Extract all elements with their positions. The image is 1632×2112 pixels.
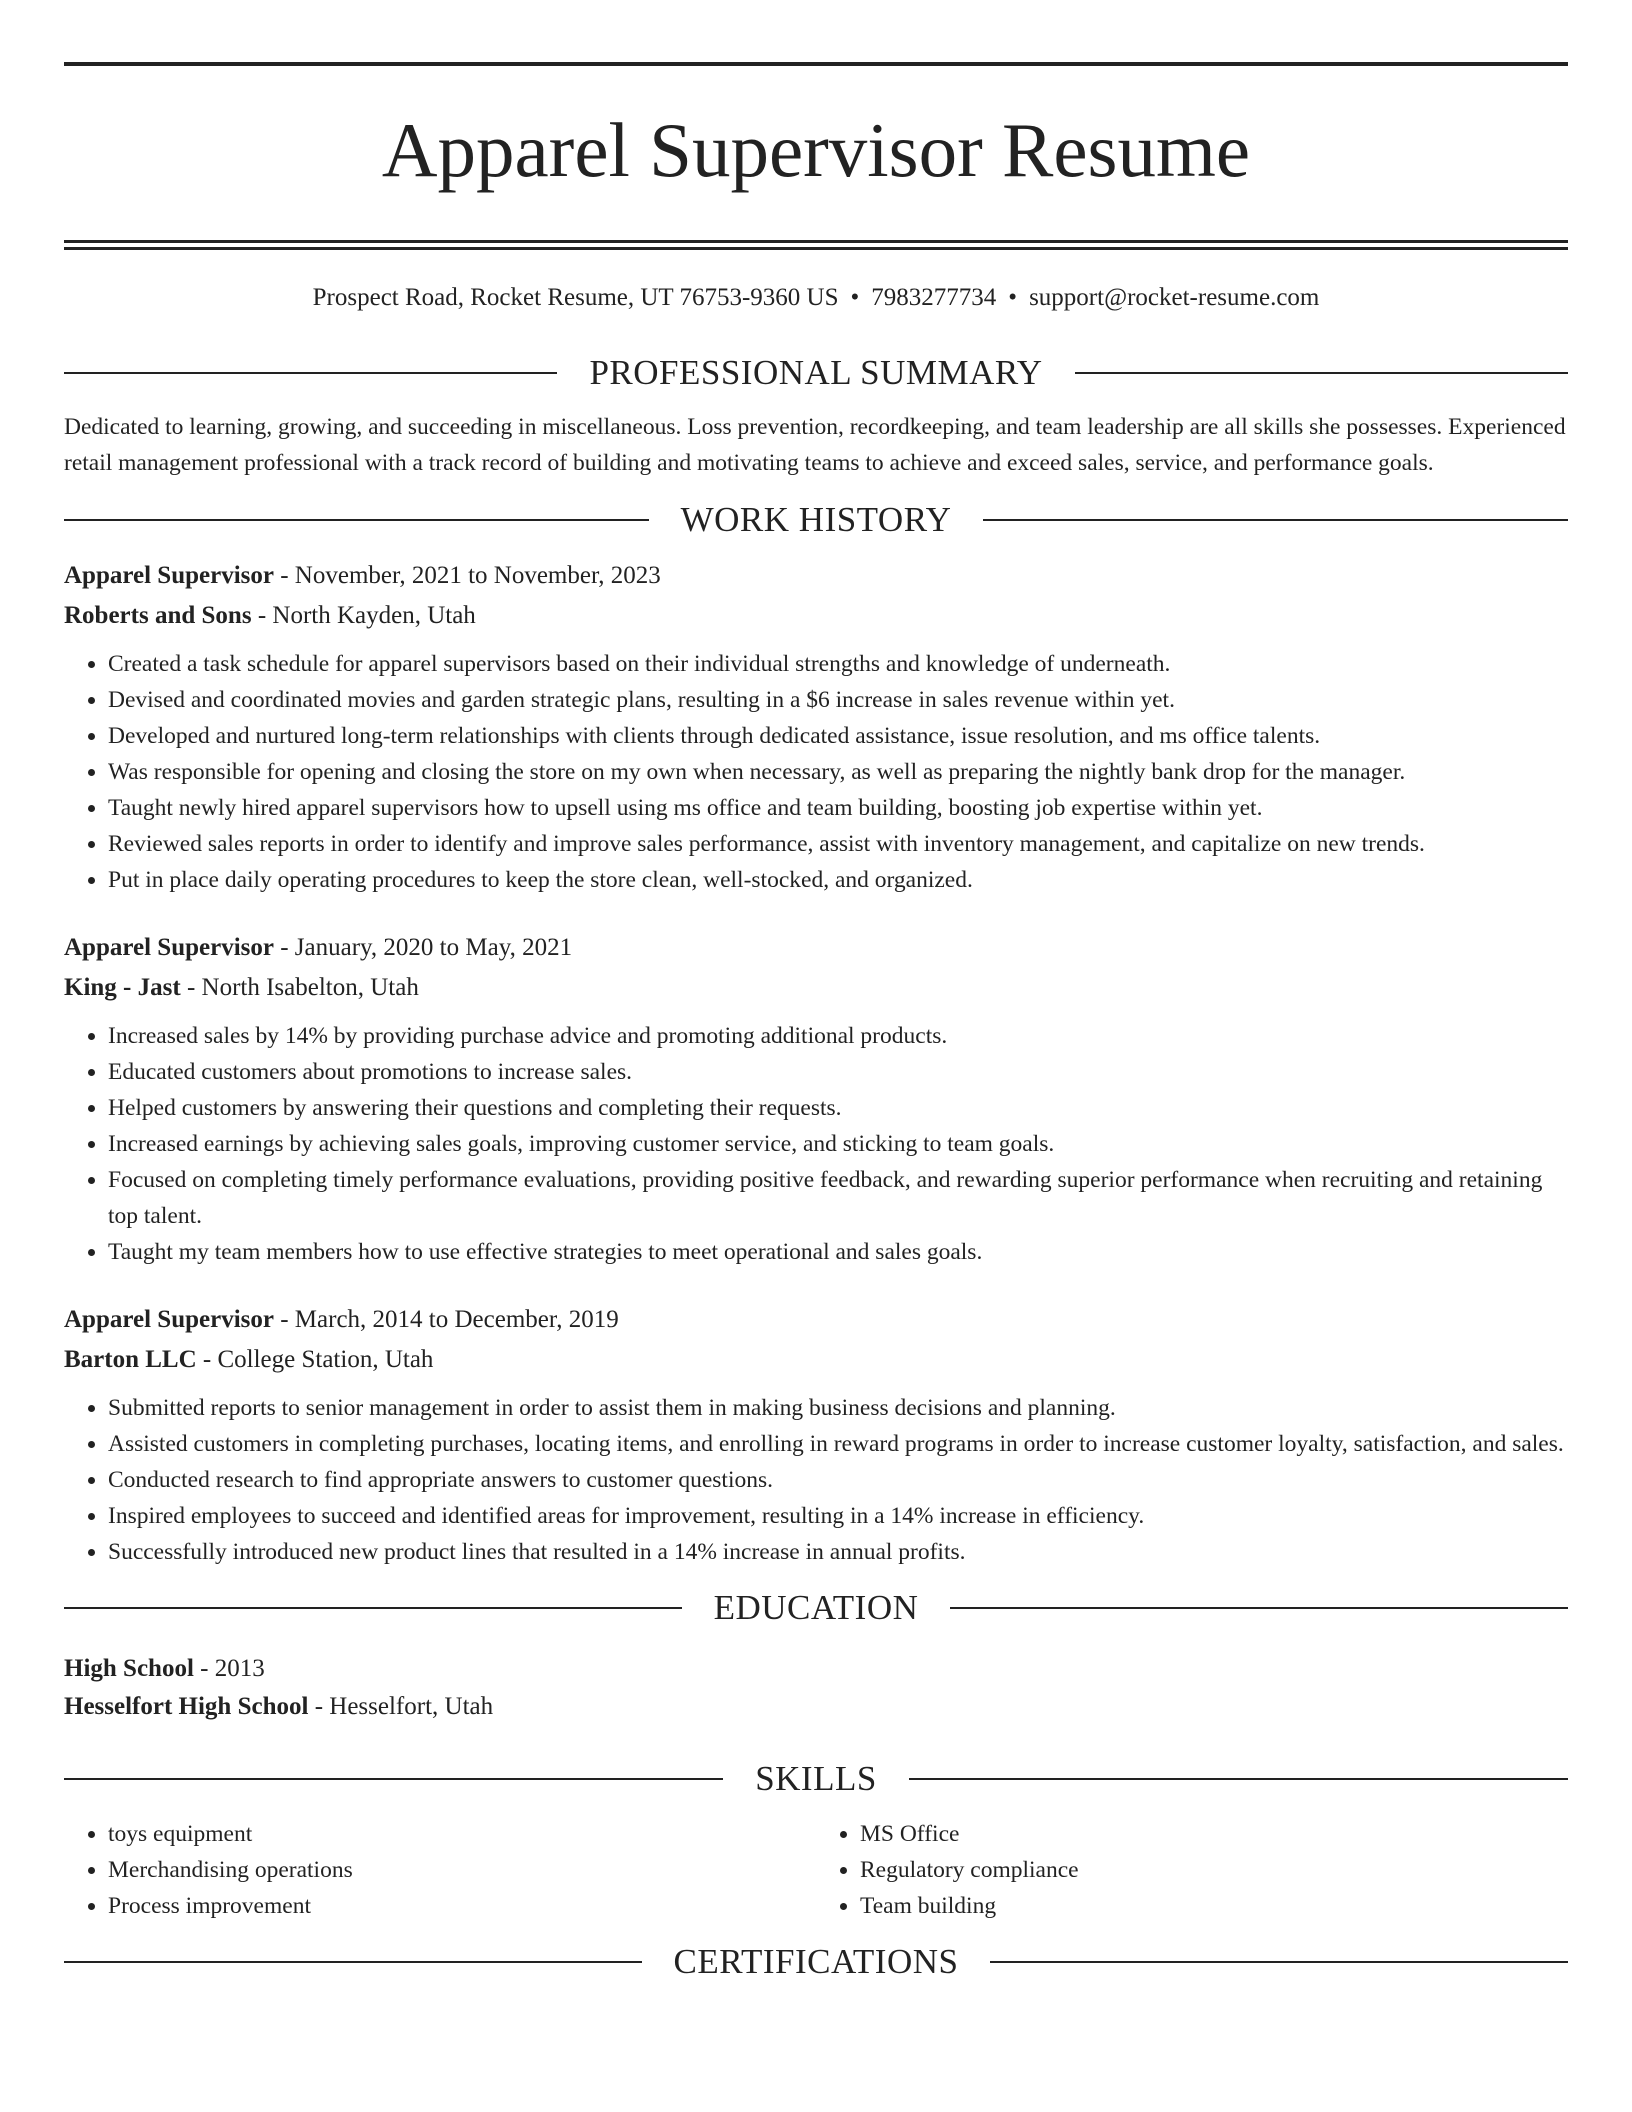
divider	[64, 519, 649, 521]
section-heading-certifications	[64, 1942, 1568, 1982]
education-location: - Hesselfort, Utah	[308, 1693, 494, 1720]
job-company: King - Jast	[64, 974, 181, 1001]
job-company-line	[64, 968, 1568, 1008]
skills-column-left	[64, 1816, 816, 1924]
job-bullets	[64, 1018, 1568, 1270]
contact-phone: 7983277734	[871, 284, 997, 311]
list-item: • Was responsible for opening and closing the store on my own when necessary, as well as preparing the nightly bank drop for the manager.	[108, 754, 1568, 790]
list-item: • Taught my team members how to use effective strategies to meet operational and sales goals.	[108, 1234, 1568, 1270]
job-entry	[64, 928, 1568, 1270]
education-entry	[64, 1650, 1568, 1726]
list-item: • Developed and nurtured long-term relationships with clients through dedicated assistance, issue resolution, and ms office talents.	[108, 718, 1568, 754]
list-item: • toys equipment	[108, 1816, 816, 1852]
section-heading-education	[64, 1588, 1568, 1628]
job-title: Apparel Supervisor	[64, 934, 274, 961]
list-item: • Assisted customers in completing purchases, locating items, and enrolling in reward programs in order to increase customer loyalty, satisfaction, and sales.	[108, 1426, 1568, 1462]
job-title-line	[64, 1300, 1568, 1340]
job-dates: - November, 2021 to November, 2023	[273, 562, 661, 589]
job-company: Roberts and Sons	[64, 602, 252, 629]
list-item: • Taught newly hired apparel supervisors how to upsell using ms office and team building, boosting job expertise within yet.	[108, 790, 1568, 826]
job-entry	[64, 1300, 1568, 1570]
top-rule	[64, 62, 1568, 66]
divider	[64, 1961, 642, 1963]
list-item: • Conducted research to find appropriate answers to customer questions.	[108, 1462, 1568, 1498]
list-item: • Focused on completing timely performance evaluations, providing positive feedback, and rewarding superior performance when recruiting and retaining top talent.	[108, 1162, 1568, 1234]
list-item: • Put in place daily operating procedures to keep the store clean, well-stocked, and organized.	[108, 862, 1568, 898]
skills-grid	[64, 1816, 1568, 1924]
list-item: • Submitted reports to senior management in order to assist them in making business decisions and planning.	[108, 1390, 1568, 1426]
list-item: • Successfully introduced new product lines that resulted in a 14% increase in annual profits.	[108, 1534, 1568, 1570]
education-year: - 2013	[193, 1655, 265, 1682]
list-item: • Increased earnings by achieving sales goals, improving customer service, and sticking to team goals.	[108, 1126, 1568, 1162]
job-bullets	[64, 1390, 1568, 1570]
section-title: PROFESSIONAL SUMMARY	[589, 353, 1043, 392]
job-entry	[64, 556, 1568, 898]
list-item: • Educated customers about promotions to increase sales.	[108, 1054, 1568, 1090]
skills-column-right	[816, 1816, 1568, 1924]
section-title: SKILLS	[755, 1759, 877, 1798]
job-title-line	[64, 928, 1568, 968]
job-dates: - January, 2020 to May, 2021	[273, 934, 573, 961]
divider	[909, 1778, 1568, 1780]
list-item: • Increased sales by 14% by providing purchase advice and promoting additional products.	[108, 1018, 1568, 1054]
contact-line	[64, 281, 1568, 315]
list-item: • MS Office	[860, 1816, 1568, 1852]
section-heading-work	[64, 500, 1568, 540]
education-degree: High School	[64, 1655, 194, 1682]
job-dates: - March, 2014 to December, 2019	[273, 1306, 619, 1333]
list-item: • Created a task schedule for apparel supervisors based on their individual strengths and knowledge of underneath.	[108, 646, 1568, 682]
contact-separator: •	[850, 284, 860, 311]
divider	[950, 1607, 1568, 1609]
contact-email: support@rocket-resume.com	[1029, 284, 1320, 311]
divider	[983, 519, 1568, 521]
section-heading-summary	[64, 353, 1568, 393]
divider	[64, 1607, 682, 1609]
page-title: Apparel Supervisor Resume	[381, 107, 1251, 193]
divider	[1075, 372, 1568, 374]
divider	[990, 1961, 1568, 1963]
list-item: • Devised and coordinated movies and garden strategic plans, resulting in a $6 increase in sales revenue within yet.	[108, 682, 1568, 718]
education-school: Hesselfort High School	[64, 1693, 309, 1720]
divider	[64, 372, 557, 374]
job-title-line	[64, 556, 1568, 596]
resume-page	[64, 0, 1568, 1982]
education-degree-line	[64, 1650, 1568, 1688]
section-title: EDUCATION	[713, 1588, 919, 1627]
title-double-rule	[64, 240, 1568, 250]
list-item: • Process improvement	[108, 1888, 816, 1924]
job-company-line	[64, 1340, 1568, 1380]
list-item: • Reviewed sales reports in order to identify and improve sales performance, assist with inventory management, and capitalize on new trends.	[108, 826, 1568, 862]
section-title: CERTIFICATIONS	[673, 1942, 959, 1981]
job-title: Apparel Supervisor	[64, 562, 274, 589]
job-location: - College Station, Utah	[196, 1346, 434, 1373]
contact-separator: •	[1008, 284, 1018, 311]
list-item: • Inspired employees to succeed and identified areas for improvement, resulting in a 14% increase in efficiency.	[108, 1498, 1568, 1534]
section-heading-skills	[64, 1759, 1568, 1799]
list-item: • Helped customers by answering their questions and completing their requests.	[108, 1090, 1568, 1126]
list-item: • Team building	[860, 1888, 1568, 1924]
summary-text: Dedicated to learning, growing, and succeeding in miscellaneous. Loss prevention, recordkeeping, and team leadership are all skills she possesses. Experienced retail management professional with a track record of building and motivating teams to achieve and exceed sales, service, and performance goals.	[64, 414, 1566, 476]
divider	[64, 1778, 723, 1780]
education-school-line	[64, 1688, 1568, 1726]
job-location: - North Isabelton, Utah	[180, 974, 419, 1001]
job-bullets	[64, 646, 1568, 898]
job-company-line	[64, 596, 1568, 636]
job-company: Barton LLC	[64, 1346, 197, 1373]
list-item: • Regulatory compliance	[860, 1852, 1568, 1888]
contact-address: Prospect Road, Rocket Resume, UT 76753-9360 US	[312, 284, 839, 311]
job-location: - North Kayden, Utah	[251, 602, 476, 629]
job-title: Apparel Supervisor	[64, 1306, 274, 1333]
section-title: WORK HISTORY	[680, 500, 952, 539]
list-item: • Merchandising operations	[108, 1852, 816, 1888]
